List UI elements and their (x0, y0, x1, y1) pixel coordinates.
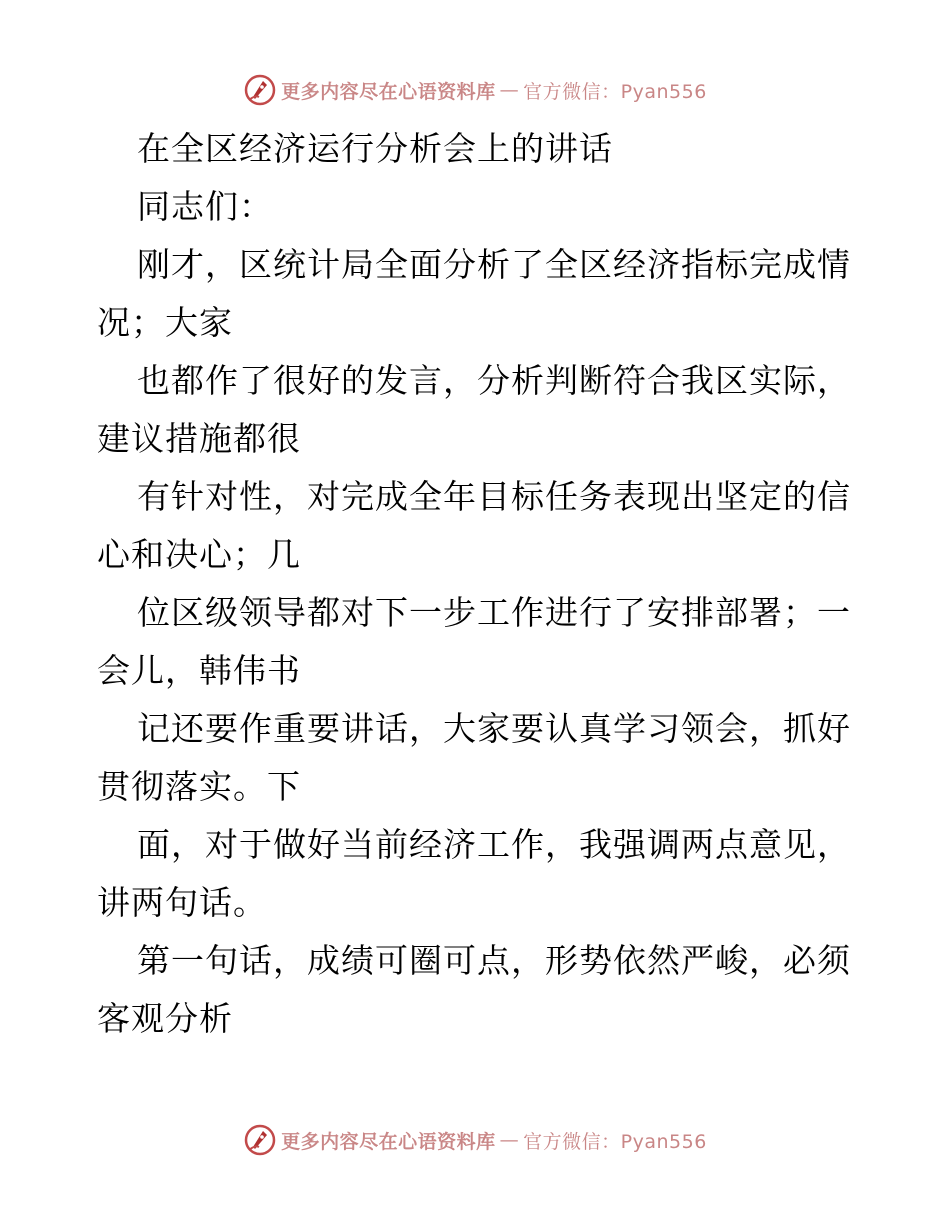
watermark-footer (0, 1120, 950, 1160)
document-title: 在全区经济运行分析会上的讲话 (137, 129, 613, 168)
pen-nib-circle-icon (243, 73, 277, 107)
watermark-separator: — (499, 1129, 520, 1151)
watermark-site-text: 更多内容尽在心语资料库 (281, 1130, 496, 1153)
text-line: 贯彻落实。下 (97, 767, 301, 806)
pen-nib-circle-icon (243, 1123, 277, 1157)
text-line: 心和决心；几 (97, 535, 301, 574)
text-line: 也都作了很好的发言，分析判断符合我区实际， (137, 361, 851, 400)
text-line: 有针对性，对完成全年目标任务表现出坚定的信 (137, 477, 851, 516)
watermark-wechat-text: 官方微信：Pyan556 (523, 1130, 707, 1153)
watermark-wechat-text: 官方微信：Pyan556 (523, 80, 707, 103)
text-line: 建议措施都很 (97, 419, 301, 458)
document-body (97, 120, 857, 1048)
text-line: 况；大家 (97, 303, 233, 342)
text-line: 第一句话，成绩可圈可点，形势依然严峻，必须 (137, 941, 851, 980)
text-line: 位区级领导都对下一步工作进行了安排部署；一 (137, 593, 851, 632)
watermark-header (0, 70, 950, 110)
watermark-site-text: 更多内容尽在心语资料库 (281, 80, 496, 103)
text-line: 面，对于做好当前经济工作，我强调两点意见， (137, 825, 851, 864)
watermark-separator: — (499, 79, 520, 101)
text-line: 记还要作重要讲话，大家要认真学习领会，抓好 (137, 709, 851, 748)
text-line: 会儿，韩伟书 (97, 651, 301, 690)
document-salutation: 同志们： (137, 187, 273, 226)
text-line: 讲两句话。 (97, 883, 267, 922)
text-line: 刚才，区统计局全面分析了全区经济指标完成情 (137, 245, 851, 284)
text-line: 客观分析 (97, 999, 233, 1038)
